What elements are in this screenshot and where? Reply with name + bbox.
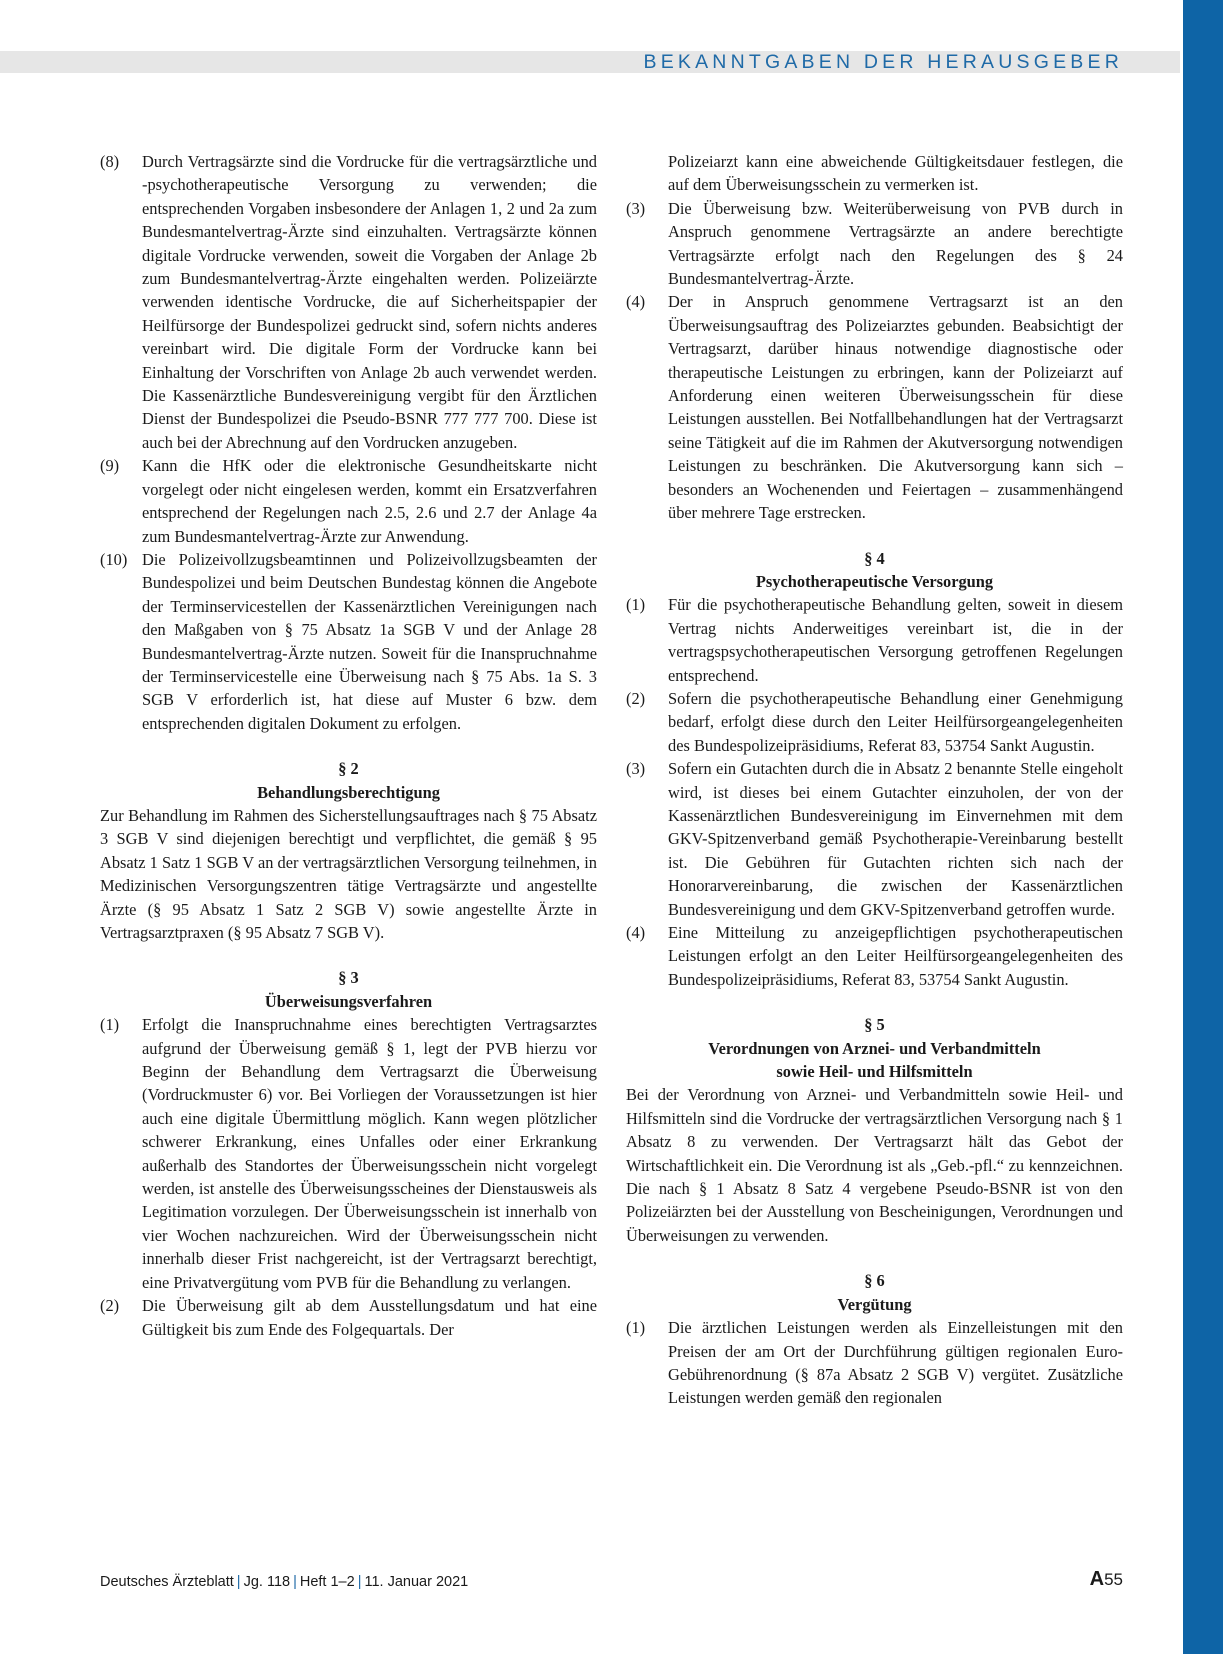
item-number: (9) xyxy=(100,456,120,476)
item-text: Sofern die psychotherapeutische Behandlung einer Genehmigung bedarf, erfolgt diese durch den Leiter Heilfürsorgeangelegenheiten des Bundespolizeipräsidiums, Referat 83, 53754 Sankt Augustin. xyxy=(668,688,1123,755)
section-paragraph: Bei der Verordnung von Arznei- und Verbandmitteln sowie Heil- und Hilfsmitteln sind die Vordrucke der vertragsärztlichen Versorgung nach § 1 Absatz 8 zu verwenden. Der Vertragsarzt hält das Gebot der Wirtschaftlichkeit ein. Die Verordnung ist als „Geb.-pfl.“ zu kennzeichnen. Die nach § 1 Absatz 8 Satz 4 vergebene Pseudo-BSNR ist von den Polizeiärzten bei der Ausstellung von Bescheinigungen, Verordnungen und Überweisungen zu verwenden. xyxy=(626,1085,1123,1245)
section-number: § 5 xyxy=(864,1015,885,1035)
paragraph-item xyxy=(626,593,1123,687)
item-number: (4) xyxy=(626,292,646,312)
paragraph-item xyxy=(626,757,1123,921)
section-title: Vergütung xyxy=(837,1294,912,1314)
paragraph-item xyxy=(626,687,1123,757)
section-number: § 3 xyxy=(338,968,359,988)
paragraph-item xyxy=(626,921,1123,991)
paragraph-item xyxy=(100,150,597,454)
item-number: (1) xyxy=(626,595,646,615)
paragraph-item xyxy=(626,1316,1123,1410)
paragraph-item xyxy=(626,197,1123,291)
section-number: § 2 xyxy=(338,759,359,779)
paragraph-item xyxy=(100,1013,597,1294)
item-number: (1) xyxy=(100,1015,120,1035)
item-text: Eine Mitteilung zu anzeigepflichtigen psychotherapeutischen Leistungen erfolgt an den Leiter Heilfürsorgeangelegenheiten des Bundespolizeipräsidiums, Referat 83, 53754 Sankt Augustin. xyxy=(668,923,1123,989)
item-text: Für die psychotherapeutische Behandlung gelten, soweit in diesem Vertrag nichts Anderweitiges vereinbart ist, die in der vertragspsychotherapeutischen Versorgung getroffenen Regelungen entsprechend. xyxy=(668,595,1123,685)
left-column xyxy=(100,150,597,1341)
paragraph-item xyxy=(626,150,1123,197)
item-number: (10) xyxy=(100,549,128,569)
page-number xyxy=(1090,1568,1123,1591)
item-text: Sofern ein Gutachten durch die in Absatz 2 benannte Stelle eingeholt wird, ist dieses bei einem Gutachter einzuholen, der von der Kassenärztlichen Bundesvereinigung im Einvernehmen mit dem GKV-Spitzenverband gemäß Psychotherapie-Vereinbarung bestellt ist. Die Gebühren für Gutachten richten sich nach der Honorarvereinbarung, die zwischen der Kassenärztlichen Bundesvereinigung und dem GKV-Spitzenverband getroffen wurde. xyxy=(668,759,1123,919)
section-title: Verordnungen von Arznei- und Verbandmitteln xyxy=(708,1038,1041,1058)
item-number: (2) xyxy=(626,688,646,708)
side-color-stripe xyxy=(1183,0,1223,1654)
paragraph-item xyxy=(100,548,597,735)
item-text: Kann die HfK oder die elektronische Gesundheitskarte nicht vorgelegt oder nicht eingelesen werden, kommt ein Ersatzverfahren entsprechend der Regelungen nach 2.5, 2.6 und 2.7 der Anlage 4a zum Bundesmantelvertrag-Ärzte zur Anwendung. xyxy=(142,456,597,546)
paragraph-item xyxy=(626,290,1123,524)
section-title: Psychotherapeutische Versorgung xyxy=(755,571,994,591)
separator: | xyxy=(293,1574,297,1590)
item-text-continued: Polizeiarzt kann eine abweichende Gültigkeitsdauer festlegen, die auf dem Überweisungsschein zu vermerken ist. xyxy=(668,152,1123,195)
footer-citation xyxy=(100,1574,468,1590)
item-text: Die Überweisung bzw. Weiterüberweisung von PVB durch in Anspruch genommene Vertragsärzte an andere berechtigte Vertragsärzte erfolgt nach den Regelungen des § 24 Bundesmantelvertrag-Ärzte. xyxy=(668,198,1123,289)
item-number: (8) xyxy=(100,152,120,171)
right-column xyxy=(626,150,1123,1410)
item-text: Durch Vertragsärzte sind die Vordrucke für die vertragsärztliche und -psychotherapeutische Versorgung zu verwenden; die entsprechenden Vorgaben insbesondere der Anlagen 1, 2 und 2a zum Bundesmantelvertrag-Ärzte sind einzuhalten. Vertragsärzte können digitale Vordrucke verwenden, soweit die Vorgaben der Anlage 2b zum Bundesmantelvertrag-Ärzte eingehalten werden. Polizeiärzte verwenden identische Vordrucke, die auf Sicherheitspapier der Heilfürsorge der Bundespolizei gedruckt sind, sofern nichts anderes vereinbart wird. Die digitale Form der Vordrucke kann bei Einhaltung der Vorschriften von Anlage 2b auch verwendet werden. Die Kassenärztliche Bundesvereinigung vergibt für den Ärztlichen Dienst der Bundespolizei die Pseudo-BSNR 777 777 700. Diese ist auch bei der Abrechnung auf den Vordrucken anzugeben. xyxy=(142,152,597,452)
item-number: (1) xyxy=(626,1318,646,1338)
separator: | xyxy=(236,1574,241,1590)
journal-name: Deutsches Ärzteblatt xyxy=(100,1574,234,1590)
separator: | xyxy=(357,1574,362,1590)
item-text: Die ärztlichen Leistungen werden als Einzelleistungen mit den Preisen der am Ort der Durchführung gültigen regionalen Euro-Gebührenordnung (§ 87a Absatz 2 SGB V) vergütet. Zusätzliche Leistungen werden gemäß den regionalen xyxy=(668,1318,1123,1408)
journal-date: 11. Januar 2021 xyxy=(364,1574,469,1590)
item-number: (3) xyxy=(626,759,646,779)
item-number: (3) xyxy=(626,198,646,218)
section-header-title: BEKANNTGABEN DER HERAUSGEBER xyxy=(643,51,1123,73)
page-prefix: A xyxy=(1089,1568,1105,1590)
journal-issue: Heft 1–2 xyxy=(299,1574,355,1590)
section-paragraph: Zur Behandlung im Rahmen des Sicherstellungsauftrages nach § 75 Absatz 3 SGB V sind diejenigen berechtigt und verpflichtet, die gemäß § 95 Absatz 1 Satz 1 SGB V an der vertragsärztlichen Versorgung teilnehmen, in Medizinischen Versorgungszentren tätige Vertragsärzte und angestellte Ärzte (§ 95 Absatz 1 Satz 2 SGB V) sowie angestellte Ärzte in Vertragsarztpraxen (§ 95 Absatz 7 SGB V). xyxy=(100,805,597,942)
item-text: Die Polizeivollzugsbeamtinnen und Polizeivollzugsbeamten der Bundespolizei und beim Deutschen Bundestag können die Angebote der Terminservicestellen der Kassenärztlichen Vereinigungen nach den Maßgaben von § 75 Absatz 1a SGB V und der Anlage 28 Bundesmantelvertrag-Ärzte nutzen. Soweit für die Inanspruchnahme der Terminservicestelle eine Überweisung nach § 75 Abs. 1a S. 3 SGB V erforderlich ist, hat diese auf Muster 6 bzw. dem entsprechenden digitalen Dokument zu erfolgen. xyxy=(142,549,597,733)
journal-volume: Jg. 118 xyxy=(243,1574,291,1590)
section-title: Behandlungsberechtigung xyxy=(257,782,440,802)
section-number: § 4 xyxy=(864,548,885,568)
paragraph-item xyxy=(100,454,597,548)
section-number: § 6 xyxy=(864,1271,885,1291)
item-number: (4) xyxy=(626,923,646,942)
item-text: Erfolgt die Inanspruchnahme eines berechtigten Vertragsarztes aufgrund der Überweisung gemäß § 1, legt der PVB hierzu vor Beginn der Behandlung dem Vertragsarzt die Überweisung (Vordruckmuster 6) vor. Bei Vorliegen der Voraussetzungen ist hier auch eine digitale Übermittlung möglich. Kann wegen plötzlicher schwerer Erkrankung, eines Unfalles oder einer Erkrankung außerhalb des Standortes der Überweisungsschein nicht vorgelegt werden, ist anstelle des Überweisungsscheines der Dienstausweis als Legitimation vorzulegen. Der Überweisungsschein ist innerhalb von vier Wochen nachzureichen. Wird der Überweisungsschein nicht innerhalb dieser Frist nachgereicht, ist der Vertragsarzt berechtigt, eine Privatvergütung vom PVB für die Behandlung zu verlangen. xyxy=(142,1015,597,1292)
section-title: Überweisungsverfahren xyxy=(264,991,433,1011)
page-number-value: 55 xyxy=(1104,1570,1123,1589)
section-title-line2: sowie Heil- und Hilfsmitteln xyxy=(776,1062,973,1082)
item-text: Die Überweisung gilt ab dem Ausstellungsdatum und hat eine Gültigkeit bis zum Ende des Folgequartals. Der xyxy=(142,1296,597,1339)
item-number: (2) xyxy=(100,1296,120,1316)
item-text: Der in Anspruch genommene Vertragsarzt ist an den Überweisungsauftrag des Polizeiarztes gebunden. Beabsichtigt der Vertragsarzt, darüber hinaus notwendige diagnostische oder therapeutische Leistungen zu erbringen, kann der Polizeiarzt auf Anforderung einen weiteren Überweisungsschein für diese Leistungen ausstellen. Bei Notfallbehandlungen hat der Vertragsarzt seine Tätigkeit auf die im Rahmen der Akutversorgung notwendigen Leistungen zu beschränken. Die Akutversorgung kann sich – besonders an Wochenenden und Feiertagen – zusammenhängend über mehrere Tage erstrecken. xyxy=(668,292,1123,523)
paragraph-item xyxy=(100,1294,597,1341)
